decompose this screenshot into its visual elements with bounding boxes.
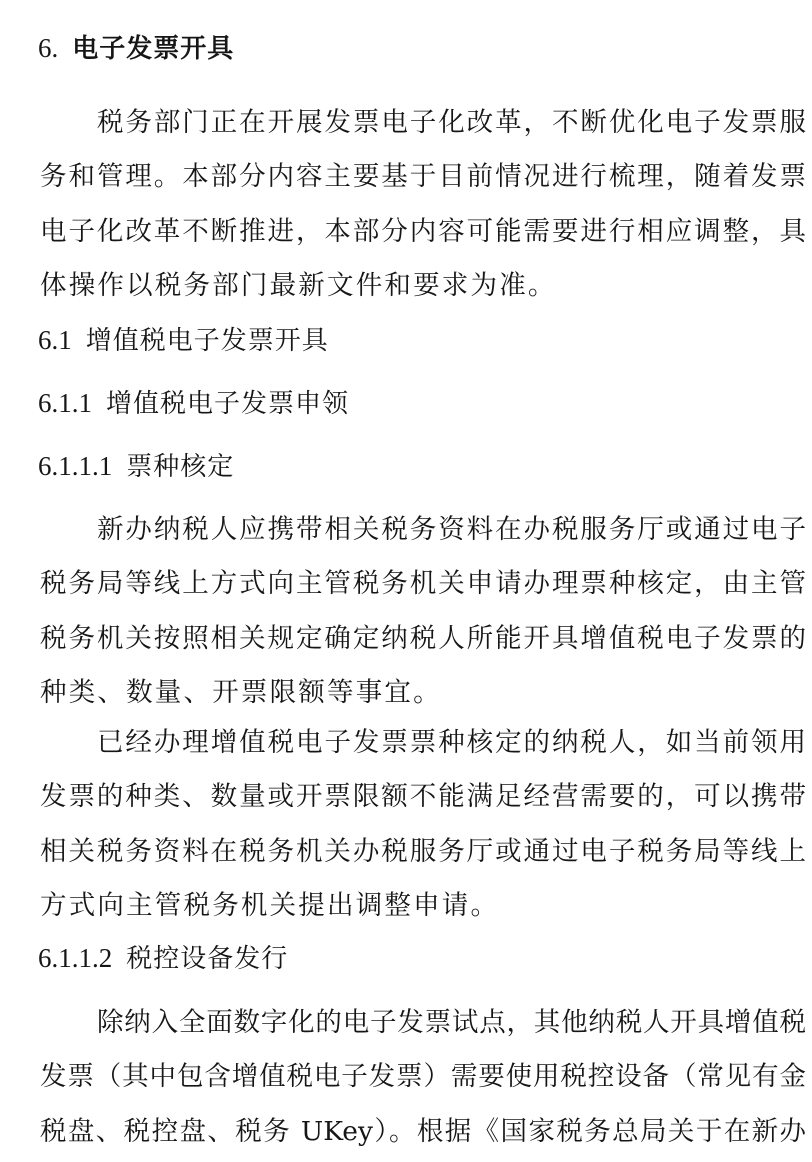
section-title: 增值税电子发票开具 (85, 326, 329, 356)
paragraph-line: 发票（其中包含增值税电子发票）需要使用税控设备（常见有金 (40, 1061, 806, 1093)
section-title: 票种核定 (126, 452, 235, 482)
section-title: 税控设备发行 (126, 944, 289, 974)
paragraph-ticket-type-1 (40, 503, 806, 720)
paragraph-line: 种类、数量、开票限额等事宜。 (40, 676, 442, 708)
paragraph-line: 电子化改革不断推进，本部分内容可能需要进行相应调整，具 (40, 215, 806, 247)
section-heading-6 (38, 30, 234, 67)
paragraph-line: 税务局等线上方式向主管税务机关申请办理票种核定，由主管 (40, 568, 806, 600)
section-number: 6.1.1 (38, 388, 92, 418)
section-number: 6.1 (38, 325, 72, 355)
section-heading-6-1 (38, 322, 329, 359)
paragraph-ticket-type-2 (40, 716, 806, 933)
paragraph-tax-control-device (40, 996, 806, 1159)
section-number: 6.1.1.2 (38, 943, 113, 973)
paragraph-line: 发票的种类、数量或开票限额不能满足经营需要的，可以携带 (40, 781, 806, 813)
paragraph-line: 税务机关按照相关规定确定纳税人所能开具增值税电子发票的 (40, 622, 806, 654)
paragraph-line: 税务部门正在开展发票电子化改革，不断优化电子发票服 (97, 107, 806, 138)
section-heading-6-1-1 (38, 385, 349, 422)
paragraph-line: 已经办理增值税电子发票票种核定的纳税人，如当前领用 (97, 727, 806, 758)
paragraph-line: 相关税务资料在税务机关办税服务厅或通过电子税务局等线上 (40, 835, 806, 867)
paragraph-line: 新办纳税人应携带相关税务资料在办税服务厅或通过电子 (97, 514, 806, 545)
section-title: 电子发票开具 (72, 34, 235, 64)
paragraph-line: 除纳入全面数字化的电子发票试点，其他纳税人开具增值税 (97, 1007, 806, 1038)
section-title: 增值税电子发票申领 (106, 389, 350, 419)
paragraph-line: 务和管理。本部分内容主要基于目前情况进行梳理，随着发票 (40, 161, 806, 193)
section-number: 6. (38, 33, 59, 63)
paragraph-intro (40, 96, 806, 313)
section-heading-6-1-1-2 (38, 940, 288, 977)
paragraph-line: 方式向主管税务机关提出调整申请。 (40, 889, 500, 921)
paragraph-line: 体操作以税务部门最新文件和要求为准。 (40, 269, 557, 301)
section-heading-6-1-1-1 (38, 448, 234, 485)
section-number: 6.1.1.1 (38, 451, 113, 481)
paragraph-line: 税盘、税控盘、税务 UKey）。根据《国家税务总局关于在新办 (40, 1115, 806, 1147)
